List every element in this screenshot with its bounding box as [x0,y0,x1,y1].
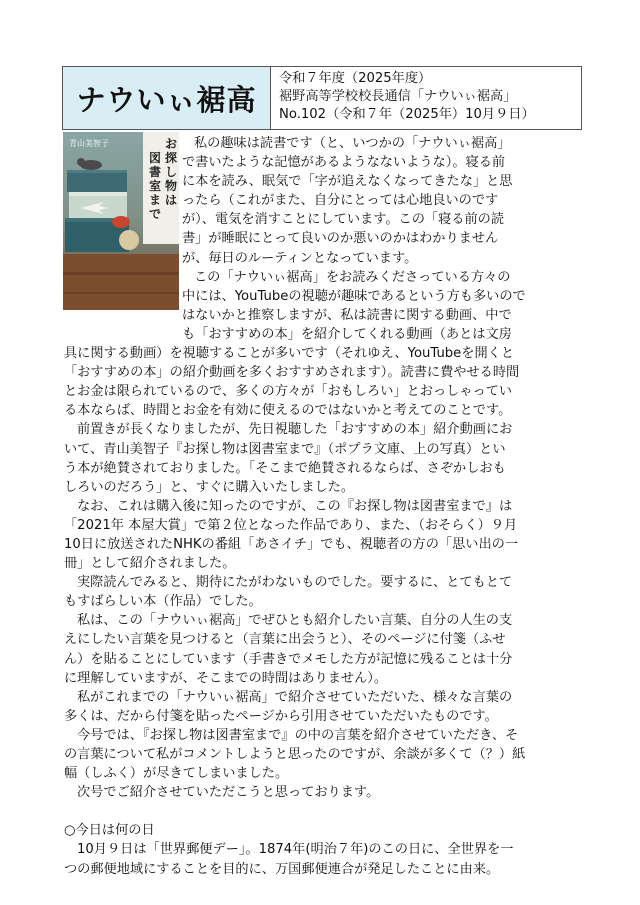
svg-text:お: お [165,137,178,151]
svg-text:は: は [165,193,178,207]
text-line: 10日に放送されたNHKの番組「あさイチ」でも、視聴者の方の「思い出の一 [64,536,519,552]
text-line: 「2021年 本屋大賞」で第２位となった作品であり、また、（おそらく）９月 [64,517,518,533]
svg-text:物: 物 [165,179,178,193]
text-line: る本ならば、時間とお金を有効に使えるのではないかと考えてのことです。 [64,403,512,419]
text-line: 実際読んでみると、期待にたがわないものでした。要するに、とてもとて [77,575,513,591]
newsletter-title: ナウいぃ裾高 [76,82,257,117]
svg-text:書: 書 [149,165,162,179]
text-line: つの郵便地域にすることを目的に、万国郵便連合が発足したことに由来。 [64,861,500,877]
text-line: 多くは、だから付箋を貼ったページから引用させていただいたものです。 [64,708,498,724]
text-line: に理解していますが、そこまでの時間はありません）。 [64,670,388,686]
svg-text:で: で [149,207,162,221]
text-line: ん）を貼ることにしています（手書きでメモした方が記憶に残ることは十分 [64,651,513,667]
text-line: 幅（しふく）が尽きてしまいました。 [64,766,289,782]
text-line: ○今日は何の日 [64,823,155,839]
text-line: ったら（これがまた、自分にとっては心地良いのです [182,193,499,209]
text-line: はないかと推察しますが、私は読書に関する動画、中で [182,307,512,323]
text-line: う本が絶賛されておりました。「そこまで絶賛されるならば、さぞかしおも [64,460,506,476]
text-line: 私は、この「ナウいぃ裾高」でぜひとも紹介したい言葉、自分の人生の支 [77,613,513,629]
text-line: えにしたい言葉を見つけると（言葉に出会うと）、そのページに付箋（ふせ [64,632,506,648]
text-line: この「ナウいぃ裾高」をお読みくださっている方々の [194,269,511,285]
publication-name: 裾野高等学校校長通信「ナウいぃ裾高」 [279,89,517,104]
text-line: 私の趣味は読書です（と、いつかの「ナウいぃ裾高」 [194,136,511,151]
svg-text:探: 探 [165,151,178,165]
text-line: が、毎日のルーティンとなっています。 [182,250,418,266]
text-line: 10月９日は「世界郵便デー」。1874年(明治７年)のこの日に、全世界を一 [77,842,514,858]
article-body [64,134,576,879]
issue-number-date: No.102（令和７年（2025年）10月９日） [279,107,535,122]
newsletter-header [62,66,582,130]
text-line: 前置きが長くなりましたが、先日視聴した「おすすめの本」紹介動画にお [77,422,513,438]
issue-info [271,67,581,129]
svg-text:ま: ま [149,193,162,207]
text-line: 私がこれまでの「ナウいぃ裾高」で紹介させていただいた、様々な言葉の [77,689,513,705]
text-line: の言葉について私がコメントしようと思ったのですが、余談が多くて（？）紙 [64,747,526,762]
text-line: 「おすすめの本」の紹介動画を多くおすすめされます）。読書に費やせる時間 [64,365,520,381]
text-line: とお金は限られているので、多くの方々が「おもしろい」とおっしゃってい [64,384,513,400]
blank-line [64,802,576,821]
svg-text:室: 室 [149,179,162,193]
text-line: なお、これは購入後に知ったのですが、この『お探し物は図書室まで』は [77,498,513,514]
text-line: で書いたような記憶があるようなないような）。寝る前 [182,155,506,171]
text-line: 冊」として紹介されました。 [64,556,236,572]
text-line: いて、青山美智子『お探し物は図書室まで』（ポプラ文庫、上の写真）とい [64,441,506,457]
svg-text:青山美智子: 青山美智子 [69,139,109,148]
text-line: しろいのだろう」と、すぐに購入いたしました。 [64,479,355,495]
text-line: 中には、YouTubeの視聴が趣味であるという方も多いので [182,288,526,304]
text-line: も「おすすめの本」を紹介してくれる動画（あとは文房 [182,326,512,342]
fiscal-year: 令和７年度（2025年度） [279,71,432,86]
masthead-box [63,67,271,129]
text-line: 具に関する動画）を視聴することが多いです（それゆえ、YouTubeを開くと [64,346,515,362]
text-line: 今号では、『お探し物は図書室まで』の中の言葉を紹介させていただき、そ [77,727,519,743]
text-line: もすばらしい本（作品）でした。 [64,594,262,610]
text-line: に本を読み、眠気で「字が追えなくなってきたな」と思 [182,174,513,190]
svg-text:図: 図 [149,151,162,165]
text-line: が）、電気を消すことにしています。この「寝る前の読 [182,212,505,228]
svg-text:し: し [165,165,178,179]
text-line: 次号でご紹介させていただこうと思っております。 [77,785,380,801]
text-line: 書」が睡眠にとって良いのか悪いのかはわかりません [182,231,499,247]
